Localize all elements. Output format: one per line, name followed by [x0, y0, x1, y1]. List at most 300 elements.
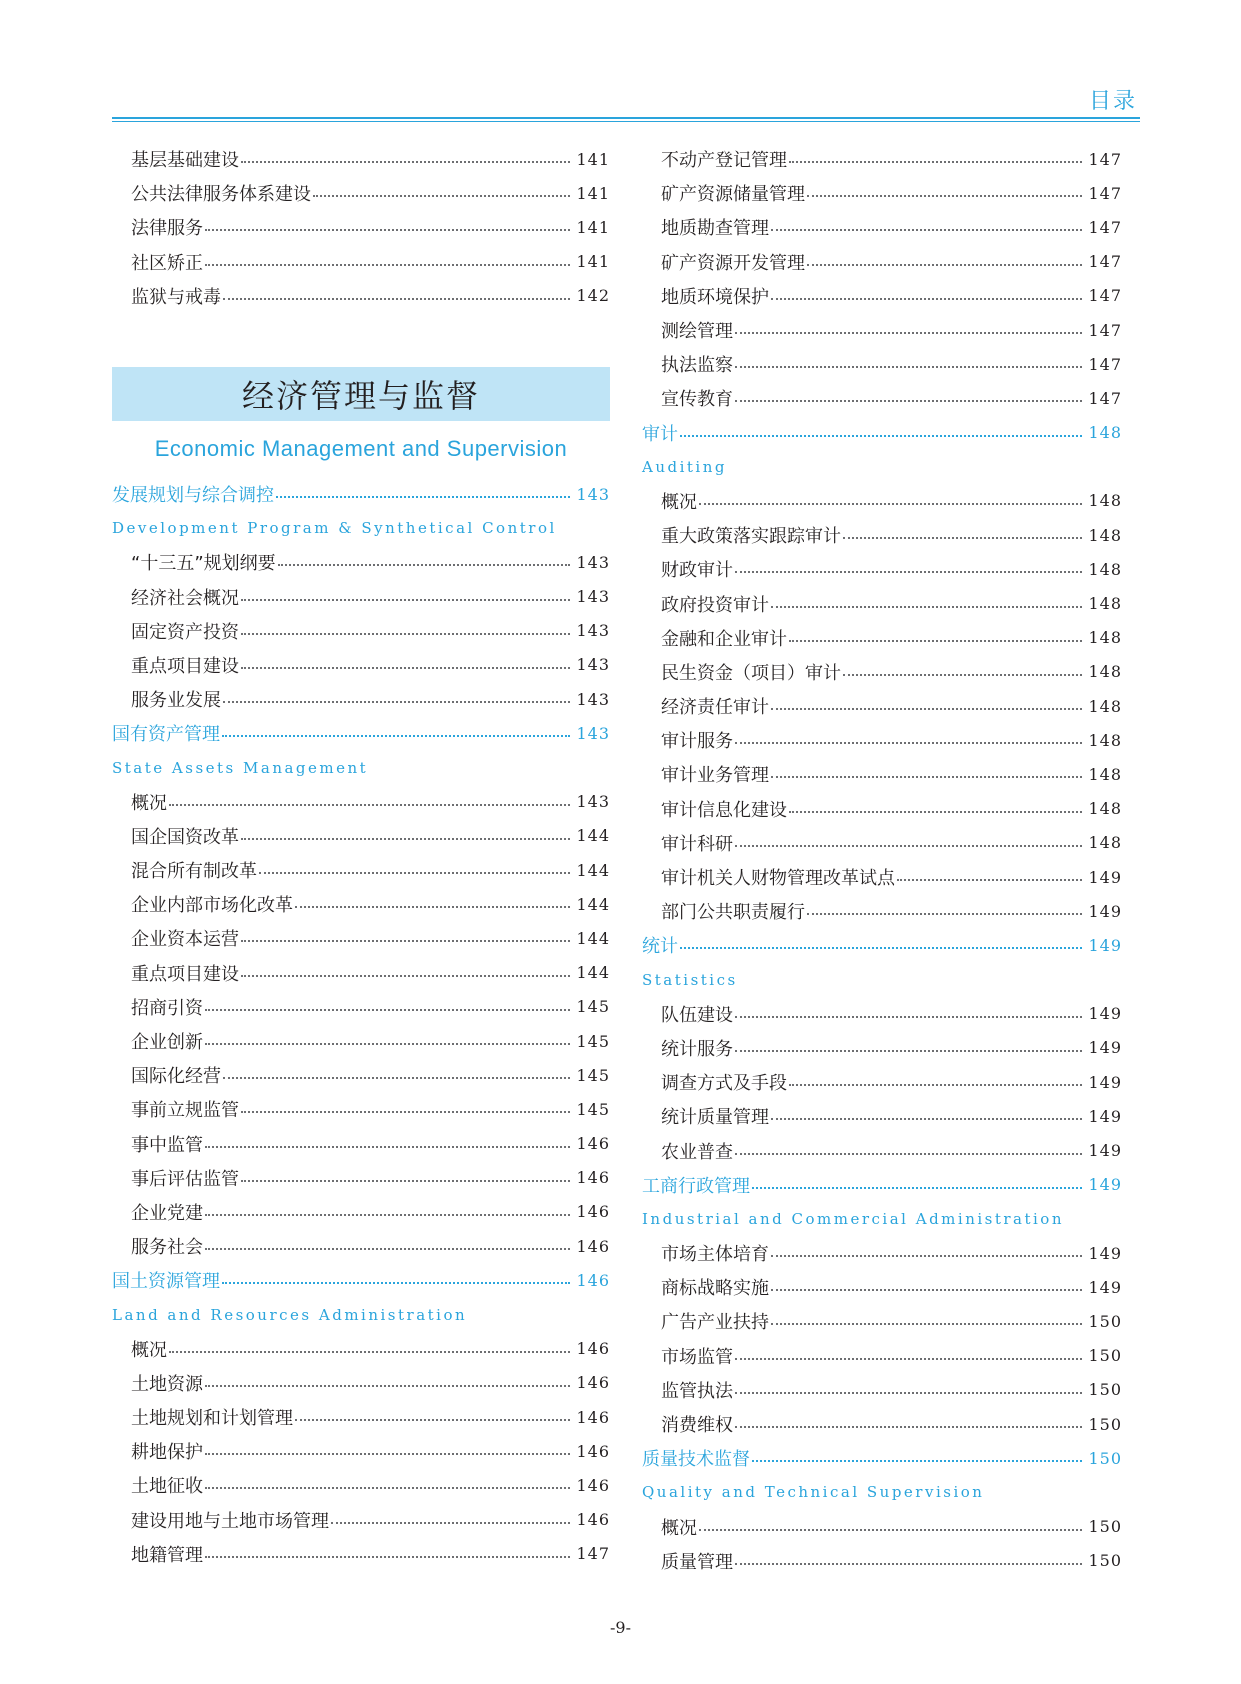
leader-dots [241, 1111, 570, 1113]
toc-page-number: 148 [1088, 491, 1122, 511]
toc-page-number: 147 [1088, 286, 1122, 306]
toc-entry[interactable] [112, 648, 610, 682]
toc-entry[interactable] [642, 655, 1122, 689]
leader-dots [771, 708, 1082, 710]
page-number: -9- [610, 1618, 631, 1637]
toc-page-number: 149 [1088, 867, 1122, 887]
toc-entry[interactable] [112, 682, 610, 716]
toc-page-number: 148 [1088, 833, 1122, 853]
toc-section-english [112, 511, 610, 545]
leader-dots [205, 1556, 570, 1558]
leader-dots [205, 1214, 570, 1216]
toc-section-entry[interactable] [642, 928, 1122, 962]
leader-dots [205, 1385, 570, 1387]
toc-section-english [642, 1475, 1122, 1509]
leader-dots [807, 913, 1082, 915]
leader-dots [259, 872, 570, 874]
toc-entry[interactable] [112, 279, 610, 313]
toc-entry[interactable] [642, 1099, 1122, 1133]
toc-entry-label: 事中监管 [131, 1134, 203, 1156]
toc-entry[interactable] [112, 580, 610, 614]
leader-dots [699, 503, 1082, 505]
toc-entry[interactable] [642, 142, 1122, 176]
toc-page-number: 148 [1088, 662, 1122, 682]
toc-entry[interactable] [642, 860, 1122, 894]
leader-dots [295, 1419, 570, 1421]
toc-page-number: 147 [1088, 388, 1122, 408]
toc-page-number: 142 [576, 286, 610, 306]
toc-page-number: 149 [1088, 1072, 1122, 1092]
toc-entry[interactable] [112, 1434, 610, 1468]
toc-entry-label: Industrial and Commercial Administration [642, 1209, 1065, 1228]
leader-dots [807, 195, 1082, 197]
toc-entry-label: 广告产业扶持 [661, 1312, 769, 1334]
leader-dots [735, 400, 1082, 402]
leader-dots [735, 742, 1082, 744]
toc-page-number: 143 [576, 655, 610, 675]
toc-entry[interactable] [642, 347, 1122, 381]
toc-entry-label: 监管执法 [661, 1380, 733, 1402]
toc-page-number: 150 [1088, 1414, 1122, 1434]
toc-entry[interactable] [112, 819, 610, 853]
leader-dots [205, 264, 570, 266]
toc-entry-label: 统计 [642, 936, 678, 958]
toc-entry[interactable] [642, 1031, 1122, 1065]
toc-page-number: 144 [576, 894, 610, 914]
toc-entry-label: 经济责任审计 [661, 697, 769, 719]
toc-entry-label: 队伍建设 [661, 1004, 733, 1026]
leader-dots [807, 264, 1082, 266]
leader-dots [843, 674, 1082, 676]
toc-page-number: 143 [576, 792, 610, 812]
leader-dots [169, 804, 570, 806]
toc-entry-label: 国有资产管理 [112, 724, 220, 746]
toc-entry-label: 土地规划和计划管理 [131, 1408, 293, 1430]
toc-section-english [112, 750, 610, 784]
toc-entry-label: 事后评估监管 [131, 1168, 239, 1190]
toc-entry-label: 统计服务 [661, 1038, 733, 1060]
toc-section-english [112, 1297, 610, 1331]
toc-page-number: 147 [576, 1544, 610, 1564]
toc-entry[interactable] [642, 1544, 1122, 1578]
toc-entry[interactable] [112, 1332, 610, 1366]
toc-page-number: 148 [1088, 559, 1122, 579]
toc-entry-label: 地质勘查管理 [661, 218, 769, 240]
toc-page-number: 141 [576, 252, 610, 272]
toc-entry[interactable] [642, 826, 1122, 860]
leader-dots [205, 229, 570, 231]
toc-entry[interactable] [642, 689, 1122, 723]
toc-entry[interactable] [642, 313, 1122, 347]
toc-entry-label: 事前立规监管 [131, 1100, 239, 1122]
toc-entry[interactable] [112, 245, 610, 279]
toc-entry-label: 商标战略实施 [661, 1278, 769, 1300]
toc-section-entry[interactable] [642, 1441, 1122, 1475]
leader-dots [735, 1050, 1082, 1052]
leader-dots [735, 1392, 1082, 1394]
leader-dots [771, 1323, 1082, 1325]
toc-entry-label: 服务业发展 [131, 690, 221, 712]
toc-entry[interactable] [642, 552, 1122, 586]
toc-page-number: 150 [1088, 1311, 1122, 1331]
toc-page-number: 141 [576, 149, 610, 169]
toc-entry[interactable] [112, 887, 610, 921]
leader-dots [771, 776, 1082, 778]
toc-page-number: 150 [1088, 1380, 1122, 1400]
toc-page-number: 146 [576, 1475, 610, 1495]
toc-page-number: 146 [576, 1202, 610, 1222]
toc-page-number: 146 [576, 1407, 610, 1427]
toc-page-number: 141 [576, 217, 610, 237]
toc-page-number: 148 [1088, 764, 1122, 784]
toc-entry-label: 概况 [131, 1339, 167, 1361]
toc-entry[interactable] [112, 1058, 610, 1092]
toc-entry-label: 市场监管 [661, 1346, 733, 1368]
toc-entry[interactable] [112, 1503, 610, 1537]
leader-dots [735, 1563, 1082, 1565]
toc-page-number: 147 [1088, 252, 1122, 272]
toc-page-number: 148 [1088, 423, 1122, 443]
leader-dots [241, 1180, 570, 1182]
toc-entry[interactable] [642, 176, 1122, 210]
toc-entry[interactable] [112, 785, 610, 819]
toc-page-number: 146 [576, 1339, 610, 1359]
toc-page-number: 144 [576, 928, 610, 948]
toc-entry[interactable] [642, 1339, 1122, 1373]
toc-entry-label: 质量管理 [661, 1551, 733, 1573]
toc-entry-label: 重点项目建设 [131, 963, 239, 985]
toc-page-number: 143 [576, 552, 610, 572]
toc-section-english [642, 450, 1122, 484]
right-column [642, 142, 1122, 1578]
toc-entry-label: 招商引资 [131, 997, 203, 1019]
toc-page-number: 141 [576, 183, 610, 203]
toc-entry[interactable] [112, 1024, 610, 1058]
toc-entry-label: 服务社会 [131, 1237, 203, 1259]
leader-dots [735, 1426, 1082, 1428]
toc-entry-label: 社区矫正 [131, 252, 203, 274]
toc-page-number: 145 [576, 1065, 610, 1085]
toc-page-number: 143 [576, 587, 610, 607]
leader-dots [789, 161, 1082, 163]
leader-dots [241, 599, 570, 601]
leader-dots [241, 667, 570, 669]
toc-page-number: 147 [1088, 149, 1122, 169]
toc-entry-label: “十三五”规划纲要 [131, 553, 276, 575]
toc-entry-label: 企业资本运营 [131, 929, 239, 951]
toc-entry-label: State Assets Management [112, 758, 369, 777]
leader-dots [331, 1522, 570, 1524]
toc-entry-label: 审计机关人财物管理改革试点 [661, 868, 895, 890]
header-rule-thin [112, 121, 1140, 122]
toc-entry-label: 不动产登记管理 [661, 150, 787, 172]
leader-dots [735, 332, 1082, 334]
leader-dots [771, 1118, 1082, 1120]
toc-entry-label: 国际化经营 [131, 1066, 221, 1088]
toc-page-number: 149 [1088, 901, 1122, 921]
leader-dots [205, 1248, 570, 1250]
toc-entry[interactable] [112, 545, 610, 579]
toc-entry[interactable] [112, 614, 610, 648]
toc-entry[interactable] [112, 1161, 610, 1195]
toc-entry[interactable] [112, 921, 610, 955]
toc-entry-label: 矿产资源开发管理 [661, 252, 805, 274]
toc-entry-label: 固定资产投资 [131, 621, 239, 643]
header-rule [112, 117, 1140, 119]
leader-dots [699, 1529, 1082, 1531]
toc-section-entry[interactable] [112, 477, 610, 511]
leader-dots [295, 906, 570, 908]
toc-page-number: 144 [576, 826, 610, 846]
toc-entry-label: 国土资源管理 [112, 1271, 220, 1293]
leader-dots [169, 1351, 570, 1353]
toc-entry-label: 概况 [661, 491, 697, 513]
toc-entry-label: 调查方式及手段 [661, 1073, 787, 1095]
toc-page-number: 148 [1088, 525, 1122, 545]
toc-entry-label: 基层基础建设 [131, 150, 239, 172]
leader-dots [222, 1282, 570, 1284]
leader-dots [735, 1016, 1082, 1018]
toc-entry[interactable] [112, 142, 610, 176]
toc-entry-label: 审计服务 [661, 731, 733, 753]
left-top-list [112, 142, 610, 313]
toc-entry[interactable] [112, 1468, 610, 1502]
leader-dots [313, 195, 570, 197]
leader-dots [241, 975, 570, 977]
leader-dots [205, 1146, 570, 1148]
toc-entry[interactable] [642, 792, 1122, 826]
toc-entry[interactable] [642, 621, 1122, 655]
toc-entry-label: Development Program & Synthetical Control [112, 519, 557, 538]
leader-dots [735, 571, 1082, 573]
toc-page-number: 149 [1088, 1038, 1122, 1058]
toc-entry-label: 地籍管理 [131, 1544, 203, 1566]
toc-page-number: 144 [576, 860, 610, 880]
toc-entry-label: 质量技术监督 [642, 1449, 750, 1471]
toc-entry[interactable] [112, 210, 610, 244]
toc-entry-label: 消费维权 [661, 1415, 733, 1437]
toc-page-number: 149 [1088, 1175, 1122, 1195]
leader-dots [735, 366, 1082, 368]
toc-entry-label: 地质环境保护 [661, 286, 769, 308]
toc-page-number: 145 [576, 1031, 610, 1051]
toc-entry-label: Land and Resources Administration [112, 1305, 468, 1324]
toc-entry[interactable] [112, 853, 610, 887]
leader-dots [205, 1009, 570, 1011]
toc-entry-label: 政府投资审计 [661, 594, 769, 616]
toc-section-entry[interactable] [642, 1168, 1122, 1202]
toc-entry-label: 民生资金（项目）审计 [661, 662, 841, 684]
leader-dots [241, 940, 570, 942]
toc-entry[interactable] [642, 484, 1122, 518]
toc-entry[interactable] [112, 956, 610, 990]
toc-page-number: 150 [1088, 1551, 1122, 1571]
toc-page-number: 146 [576, 1441, 610, 1461]
toc-entry-label: 耕地保护 [131, 1442, 203, 1464]
toc-page-number: 146 [576, 1236, 610, 1256]
leader-dots [680, 947, 1082, 949]
toc-entry[interactable] [642, 723, 1122, 757]
leader-dots [789, 640, 1082, 642]
leader-dots [771, 1255, 1082, 1257]
toc-page-number: 149 [1088, 1004, 1122, 1024]
toc-entry[interactable] [642, 210, 1122, 244]
toc-page-number: 146 [576, 1168, 610, 1188]
toc-entry[interactable] [642, 1304, 1122, 1338]
toc-entry[interactable] [642, 894, 1122, 928]
leader-dots [897, 879, 1082, 881]
leader-dots [735, 1358, 1082, 1360]
toc-entry[interactable] [642, 381, 1122, 415]
toc-entry-label: 企业内部市场化改革 [131, 895, 293, 917]
toc-entry[interactable] [112, 990, 610, 1024]
toc-entry[interactable] [112, 176, 610, 210]
toc-entry[interactable] [642, 1133, 1122, 1167]
leader-dots [278, 564, 570, 566]
leader-dots [789, 1084, 1082, 1086]
toc-page-number: 148 [1088, 730, 1122, 750]
left-toc-list [112, 477, 610, 1571]
leader-dots [205, 1487, 570, 1489]
section-gap [112, 313, 610, 367]
leader-dots [223, 701, 570, 703]
toc-entry[interactable] [642, 586, 1122, 620]
leader-dots [843, 537, 1082, 539]
toc-entry-label: 农业普查 [661, 1141, 733, 1163]
toc-entry[interactable] [112, 1537, 610, 1571]
toc-entry-label: 重大政策落实跟踪审计 [661, 526, 841, 548]
toc-entry-label: Statistics [642, 970, 738, 989]
toc-page-number: 146 [576, 1373, 610, 1393]
toc-page-number: 143 [576, 723, 610, 743]
toc-section-entry[interactable] [112, 716, 610, 750]
toc-entry[interactable] [642, 1407, 1122, 1441]
toc-entry-label: 金融和企业审计 [661, 628, 787, 650]
toc-entry-label: Auditing [642, 457, 727, 476]
toc-entry[interactable] [642, 997, 1122, 1031]
toc-page-number: 143 [576, 484, 610, 504]
toc-page-number: 148 [1088, 696, 1122, 716]
toc-entry-label: 概况 [131, 792, 167, 814]
toc-entry-label: 国企国资改革 [131, 826, 239, 848]
toc-section-english [642, 1202, 1122, 1236]
toc-entry[interactable] [112, 1366, 610, 1400]
toc-entry[interactable] [642, 1510, 1122, 1544]
toc-entry[interactable] [642, 245, 1122, 279]
toc-page-number: 145 [576, 997, 610, 1017]
toc-entry-label: 公共法律服务体系建设 [131, 184, 311, 206]
toc-section-entry[interactable] [112, 1263, 610, 1297]
leader-dots [222, 735, 570, 737]
toc-entry[interactable] [112, 1195, 610, 1229]
toc-page-number: 145 [576, 1099, 610, 1119]
toc-page-number: 150 [1088, 1346, 1122, 1366]
toc-entry[interactable] [642, 518, 1122, 552]
leader-dots [771, 606, 1082, 608]
toc-entry-label: 经济社会概况 [131, 587, 239, 609]
toc-entry-label: 执法监察 [661, 355, 733, 377]
toc-entry-label: 审计业务管理 [661, 765, 769, 787]
leader-dots [205, 1453, 570, 1455]
leader-dots [241, 161, 570, 163]
toc-entry[interactable] [642, 1236, 1122, 1270]
toc-entry[interactable] [642, 1373, 1122, 1407]
leader-dots [771, 1289, 1082, 1291]
toc-entry[interactable] [112, 1400, 610, 1434]
toc-entry[interactable] [642, 1065, 1122, 1099]
toc-page-number: 150 [1088, 1448, 1122, 1468]
toc-entry-label: 土地征收 [131, 1476, 203, 1498]
leader-dots [771, 298, 1082, 300]
toc-entry[interactable] [112, 1127, 610, 1161]
toc-page-number: 147 [1088, 183, 1122, 203]
toc-page-number: 148 [1088, 628, 1122, 648]
toc-entry[interactable] [112, 1092, 610, 1126]
toc-page-number: 146 [576, 1270, 610, 1290]
toc-page-number: 149 [1088, 1106, 1122, 1126]
toc-entry-label: 概况 [661, 1517, 697, 1539]
toc-entry[interactable] [642, 279, 1122, 313]
toc-entry[interactable] [112, 1229, 610, 1263]
toc-section-entry[interactable] [642, 416, 1122, 450]
toc-entry-label: Quality and Technical Supervision [642, 1483, 985, 1502]
toc-entry-label: 市场主体培育 [661, 1244, 769, 1266]
leader-dots [789, 811, 1082, 813]
leader-dots [735, 845, 1082, 847]
chapter-banner-english: Economic Management and Supervision [154, 435, 568, 461]
leader-dots [276, 496, 570, 498]
toc-page-number: 148 [1088, 594, 1122, 614]
toc-page-number: 149 [1088, 935, 1122, 955]
leader-dots [223, 1077, 570, 1079]
header-title: 目录 [1088, 89, 1137, 114]
toc-entry-label: 监狱与戒毒 [131, 286, 221, 308]
leader-dots [205, 1043, 570, 1045]
toc-entry[interactable] [642, 757, 1122, 791]
toc-entry-label: 统计质量管理 [661, 1107, 769, 1129]
toc-page-number: 146 [576, 1510, 610, 1530]
toc-page-number: 150 [1088, 1517, 1122, 1537]
leader-dots [223, 298, 570, 300]
toc-entry-label: 发展规划与综合调控 [112, 485, 274, 507]
toc-page-number: 149 [1088, 1141, 1122, 1161]
toc-entry-label: 宣传教育 [661, 389, 733, 411]
toc-entry-label: 工商行政管理 [642, 1175, 750, 1197]
left-column [112, 142, 610, 1571]
toc-page-number: 149 [1088, 1277, 1122, 1297]
toc-entry[interactable] [642, 1270, 1122, 1304]
toc-page-number: 147 [1088, 354, 1122, 374]
leader-dots [241, 633, 570, 635]
toc-page-number: 149 [1088, 1243, 1122, 1263]
right-toc-list [642, 142, 1122, 1578]
toc-entry-label: 土地资源 [131, 1373, 203, 1395]
chapter-banner: 经济管理与监督 [112, 367, 610, 421]
toc-entry-label: 审计信息化建设 [661, 799, 787, 821]
toc-entry-label: 建设用地与土地市场管理 [131, 1510, 329, 1532]
toc-page-number: 148 [1088, 799, 1122, 819]
leader-dots [735, 1153, 1082, 1155]
leader-dots [752, 1187, 1082, 1189]
toc-section-english [642, 963, 1122, 997]
toc-entry-label: 企业党建 [131, 1202, 203, 1224]
toc-entry-label: 混合所有制改革 [131, 861, 257, 883]
leader-dots [752, 1460, 1082, 1462]
toc-page-number: 147 [1088, 217, 1122, 237]
toc-entry-label: 企业创新 [131, 1032, 203, 1054]
toc-entry-label: 矿产资源储量管理 [661, 184, 805, 206]
leader-dots [241, 838, 570, 840]
